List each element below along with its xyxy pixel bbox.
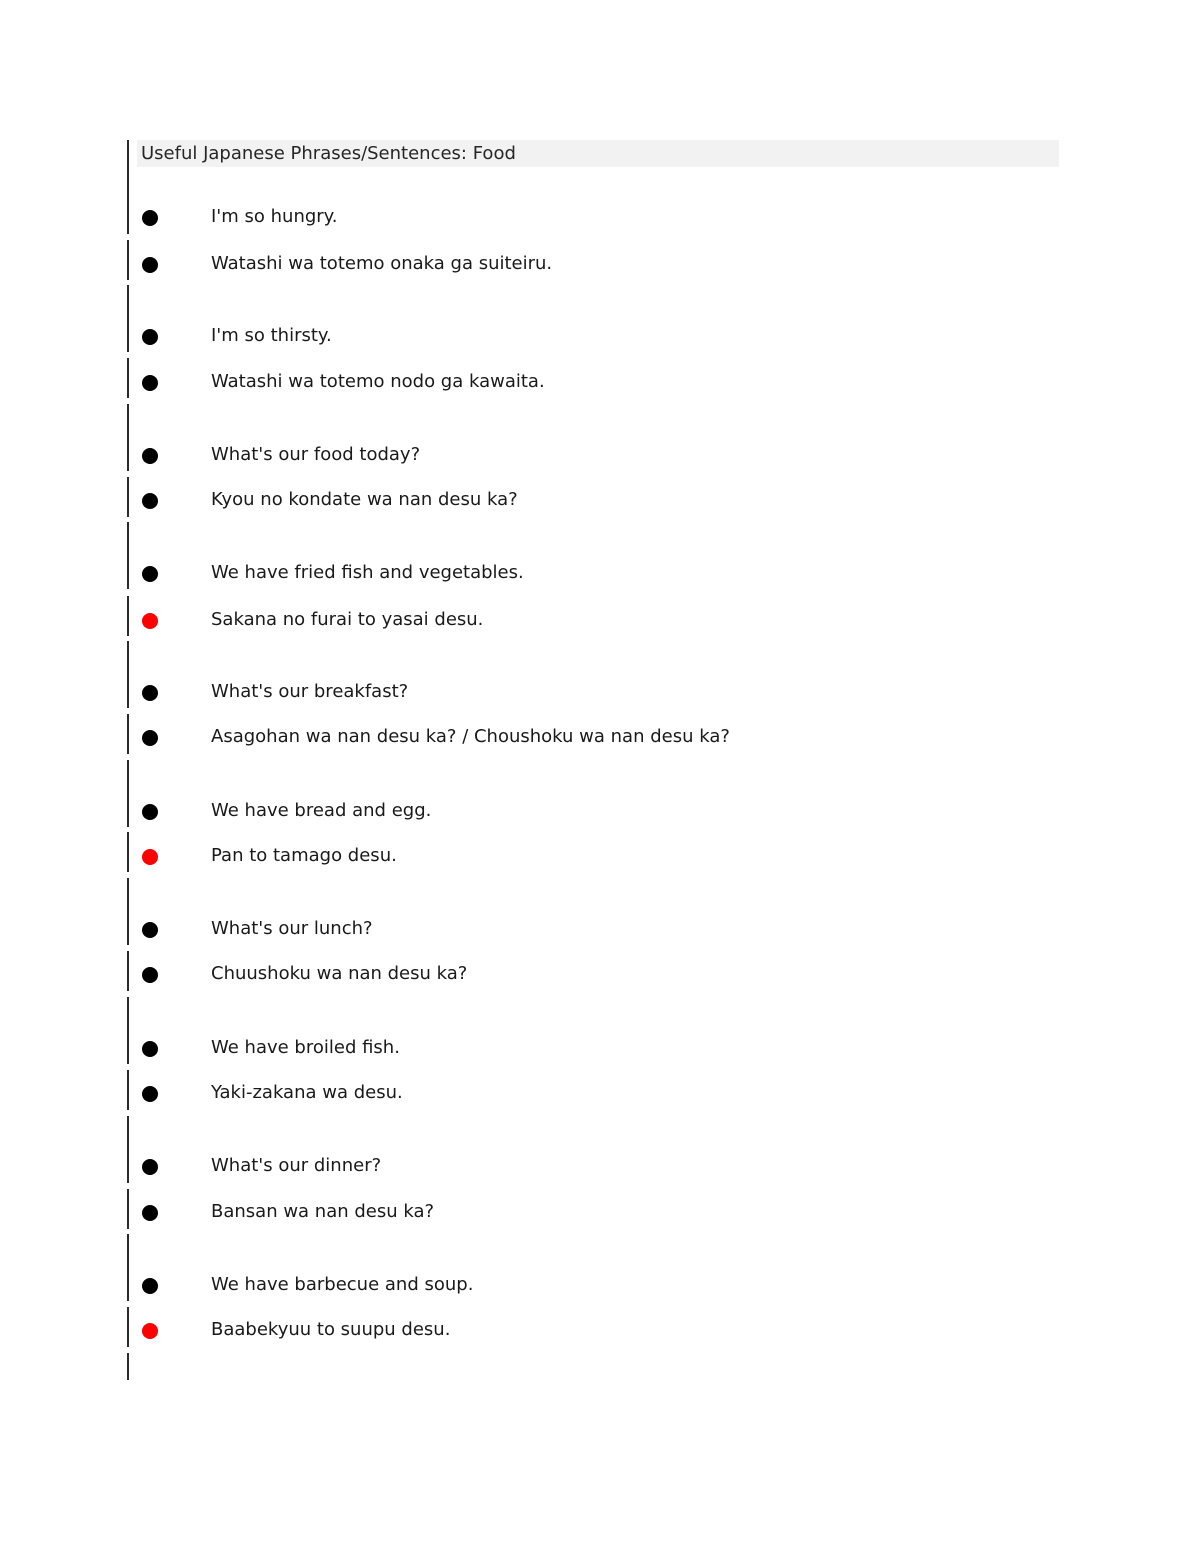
phrase-text: Chuushoku wa nan desu ka?	[211, 963, 468, 984]
phrase-text: Watashi wa totemo nodo ga kawaita.	[211, 371, 545, 392]
bullet-dot	[142, 566, 158, 582]
phrase-text: What's our breakfast?	[211, 681, 409, 702]
list-item	[0, 1316, 1200, 1344]
phrase-text: Watashi wa totemo onaka ga suiteiru.	[211, 253, 553, 274]
list-item	[0, 842, 1200, 870]
bullet-dot-highlight	[142, 613, 158, 629]
list-item	[0, 960, 1200, 988]
page-title: Useful Japanese Phrases/Sentences: Food	[141, 143, 516, 164]
phrase-text: We have broiled fish.	[211, 1037, 400, 1058]
list-item	[0, 606, 1200, 634]
phrase-text: What's our dinner?	[211, 1155, 382, 1176]
bullet-dot	[142, 1278, 158, 1294]
bullet-dot	[142, 375, 158, 391]
phrase-text: Baabekyuu to suupu desu.	[211, 1319, 451, 1340]
bullet-dot	[142, 685, 158, 701]
bullet-dot	[142, 1205, 158, 1221]
bullet-dot	[142, 1086, 158, 1102]
phrase-text: Kyou no kondate wa nan desu ka?	[211, 489, 518, 510]
bullet-dot	[142, 493, 158, 509]
list-item	[0, 915, 1200, 943]
bullet-dot-highlight	[142, 1323, 158, 1339]
bullet-dot	[142, 1041, 158, 1057]
bullet-dot	[142, 922, 158, 938]
phrase-text: Yaki-zakana wa desu.	[211, 1082, 403, 1103]
list-item	[0, 441, 1200, 469]
list-item	[0, 797, 1200, 825]
list-item	[0, 368, 1200, 396]
list-item	[0, 559, 1200, 587]
list-item	[0, 203, 1200, 231]
list-item	[0, 678, 1200, 706]
phrase-text: We have bread and egg.	[211, 800, 432, 821]
phrase-text: What's our lunch?	[211, 918, 373, 939]
phrase-text: Bansan wa nan desu ka?	[211, 1201, 435, 1222]
phrase-text: We have fried fish and vegetables.	[211, 562, 524, 583]
phrase-text: We have barbecue and soup.	[211, 1274, 474, 1295]
list-item	[0, 1034, 1200, 1062]
list-item	[0, 250, 1200, 278]
list-item	[0, 1079, 1200, 1107]
phrase-text: Sakana no furai to yasai desu.	[211, 609, 484, 630]
list-item	[0, 1271, 1200, 1299]
bullet-dot	[142, 804, 158, 820]
list-item	[0, 1198, 1200, 1226]
bullet-dot-highlight	[142, 849, 158, 865]
list-item	[0, 1152, 1200, 1180]
title-bar	[137, 140, 1059, 167]
bullet-dot	[142, 967, 158, 983]
list-item	[0, 322, 1200, 350]
margin-rule	[127, 1353, 129, 1380]
phrase-text: Pan to tamago desu.	[211, 845, 397, 866]
bullet-dot	[142, 257, 158, 273]
phrase-text: I'm so thirsty.	[211, 325, 332, 346]
phrase-text: Asagohan wa nan desu ka? / Choushoku wa nan desu ka?	[211, 726, 730, 747]
phrase-text: What's our food today?	[211, 444, 421, 465]
bullet-dot	[142, 329, 158, 345]
bullet-dot	[142, 448, 158, 464]
list-item	[0, 486, 1200, 514]
list-item	[0, 723, 1200, 751]
bullet-dot	[142, 730, 158, 746]
phrase-text: I'm so hungry.	[211, 206, 338, 227]
bullet-dot	[142, 210, 158, 226]
bullet-dot	[142, 1159, 158, 1175]
